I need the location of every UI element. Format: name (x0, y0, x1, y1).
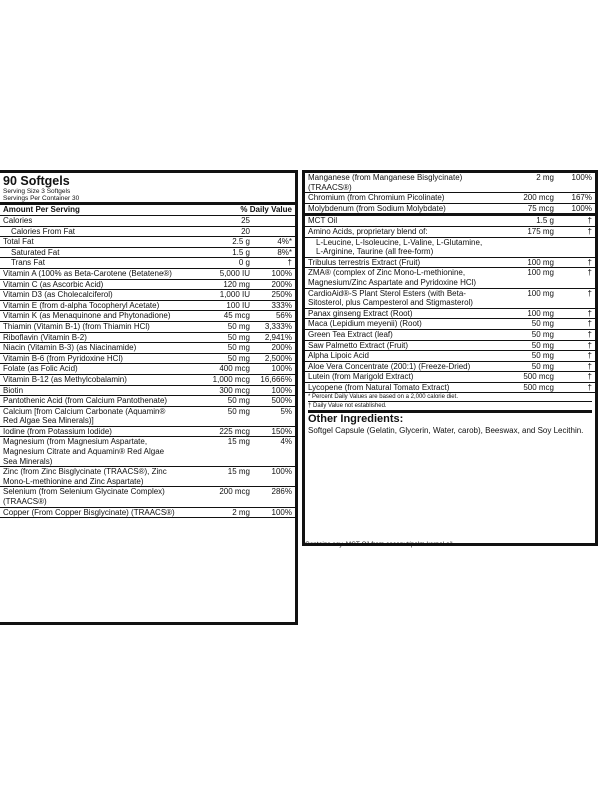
nutrient-name: L-Leucine, L-Isoleucine, L-Valine, L-Glutamine, L-Arginine, Taurine (all free-form) (316, 237, 483, 257)
nutrient-daily-value: 200% (271, 279, 292, 289)
nutrient-daily-value: † (587, 361, 592, 371)
nutrient-row (0, 216, 295, 227)
nutrient-row (0, 248, 295, 259)
nutrient-name: Biotin (3, 385, 24, 395)
nutrient-row (0, 407, 295, 427)
nutrient-daily-value: † (587, 351, 592, 361)
nutrient-daily-value: 500% (271, 396, 292, 406)
header-daily-value: % Daily Value (240, 205, 292, 214)
nutrient-name: Vitamin E (from d-alpha Tocopheryl Acetate) (3, 300, 160, 310)
footnote-percent-dv: * Percent Daily Values are based on a 2,000 calorie diet. (308, 393, 592, 402)
nutrient-row (0, 354, 295, 365)
nutrient-row (0, 258, 295, 269)
left-nutrient-list (0, 216, 295, 518)
nutrient-name: Green Tea Extract (leaf) (308, 329, 393, 339)
supplement-facts-right-panel (302, 170, 598, 546)
nutrient-daily-value: † (587, 329, 592, 339)
table-header (0, 205, 295, 216)
nutrient-name: Niacin (Vitamin B-3) (as Niacinamide) (3, 343, 137, 353)
nutrient-daily-value: 100% (271, 268, 292, 278)
nutrient-amount: 20 (241, 226, 250, 236)
nutrient-amount: 225 mcg (219, 426, 250, 436)
nutrient-row (305, 372, 595, 383)
nutrient-daily-value: 100% (571, 203, 592, 213)
nutrient-name: Pantothenic Acid (from Calcium Pantothenate) (3, 396, 168, 406)
nutrient-row (305, 193, 595, 204)
nutrient-amount: 50 mg (531, 351, 554, 361)
nutrient-daily-value: † (587, 268, 592, 278)
nutrient-daily-value: † (587, 226, 592, 236)
nutrient-row (0, 467, 295, 487)
nutrient-daily-value: 5% (280, 406, 292, 416)
nutrient-amount: 300 mcg (219, 385, 250, 395)
nutrient-name: Panax ginseng Extract (Root) (308, 308, 413, 318)
nutrient-amount: 1,000 mcg (212, 374, 250, 384)
nutrient-amount: 1.5 g (536, 216, 554, 226)
nutrient-row (305, 238, 595, 258)
nutrient-amount: 100 IU (226, 300, 250, 310)
nutrient-row (305, 319, 595, 330)
nutrient-amount: 175 mg (527, 226, 554, 236)
nutrient-daily-value: † (587, 288, 592, 298)
nutrient-name: Vitamin D3 (as Cholecalciferol) (3, 290, 113, 300)
nutrient-amount: 15 mg (227, 467, 250, 477)
nutrient-name: Magnesium (from Magnesium Aspartate, Magnesium Citrate and Aquamin® Red Algae Sea Minerals) (3, 437, 165, 466)
nutrient-row (0, 508, 295, 519)
nutrient-name: Iodine (from Potassium Iodide) (3, 426, 112, 436)
nutrient-amount: 1.5 g (232, 247, 250, 257)
nutrient-daily-value: † (587, 372, 592, 382)
nutrient-row (0, 437, 295, 467)
nutrient-amount: 50 mg (227, 396, 250, 406)
nutrient-daily-value: 200% (271, 343, 292, 353)
nutrient-row (305, 341, 595, 352)
nutrient-amount: 15 mg (227, 437, 250, 447)
nutrient-amount: 50 mg (227, 343, 250, 353)
nutrient-row (305, 309, 595, 320)
nutrient-amount: 5,000 IU (219, 268, 250, 278)
nutrient-daily-value: † (587, 257, 592, 267)
nutrient-name: Calcium [from Calcium Carbonate (Aquamin® Red Algae Sea Minerals)] (3, 406, 166, 426)
nutrient-row (305, 173, 595, 193)
nutrient-name: Maca (Lepidium meyenii) (Root) (308, 319, 422, 329)
nutrient-row (305, 289, 595, 309)
nutrient-name: Lycopene (from Natural Tomato Extract) (308, 382, 450, 392)
right-nutrient-list (305, 173, 595, 393)
nutrient-amount: 500 mcg (523, 382, 554, 392)
nutrient-daily-value: † (587, 340, 592, 350)
footnotes (305, 393, 595, 413)
nutrient-daily-value: 250% (271, 290, 292, 300)
nutrient-amount: 50 mg (531, 361, 554, 371)
nutrient-amount: 1,000 IU (219, 290, 250, 300)
nutrient-name: Chromium (from Chromium Picolinate) (308, 193, 445, 203)
nutrient-daily-value: † (587, 216, 592, 226)
nutrient-amount: 50 mg (531, 329, 554, 339)
nutrient-row (0, 311, 295, 322)
nutrient-row (0, 322, 295, 333)
nutrient-daily-value: 100% (271, 385, 292, 395)
nutrient-daily-value: 286% (271, 487, 292, 497)
nutrient-daily-value: 100% (271, 467, 292, 477)
nutrient-row (0, 280, 295, 291)
nutrient-row (305, 268, 595, 288)
nutrient-name: Trans Fat (11, 258, 45, 268)
nutrient-row (0, 333, 295, 344)
nutrient-amount: 50 mg (227, 321, 250, 331)
nutrient-name: Alpha Lipoic Acid (308, 351, 369, 361)
nutrient-daily-value: 16,666% (260, 374, 292, 384)
nutrient-daily-value: † (587, 319, 592, 329)
nutrient-daily-value: 333% (271, 300, 292, 310)
nutrient-name: Selenium (from Selenium Glycinate Complex) (TRAACS®) (3, 487, 165, 507)
nutrient-name: Lutein (from Marigold Extract) (308, 372, 414, 382)
nutrient-amount: 45 mcg (223, 311, 250, 321)
nutrient-daily-value: 2,941% (264, 332, 292, 342)
nutrient-amount: 2 mg (536, 173, 554, 182)
nutrient-row (0, 343, 295, 354)
nutrient-daily-value: 2,500% (264, 353, 292, 363)
nutrient-amount: 200 mcg (523, 193, 554, 203)
nutrient-name: Riboflavin (Vitamin B-2) (3, 332, 87, 342)
nutrient-amount: 50 mg (227, 353, 250, 363)
nutrient-row (0, 227, 295, 238)
nutrient-name: Vitamin A (100% as Beta-Carotene (Betatene®) (3, 268, 172, 278)
serving-size: Serving Size 3 Softgels (3, 188, 71, 195)
nutrient-row (0, 396, 295, 407)
nutrient-amount: 120 mg (223, 279, 250, 289)
nutrient-amount: 50 mg (531, 340, 554, 350)
nutrient-amount: 75 mcg (527, 203, 554, 213)
nutrient-name: Vitamin C (as Ascorbic Acid) (3, 279, 104, 289)
nutrient-daily-value: † (587, 382, 592, 392)
nutrient-name: Folate (as Folic Acid) (3, 364, 78, 374)
nutrient-row (0, 364, 295, 375)
nutrient-daily-value: 100% (271, 364, 292, 374)
nutrient-amount: 200 mcg (219, 487, 250, 497)
nutrient-amount: 100 mg (527, 308, 554, 318)
nutrient-daily-value: 167% (571, 193, 592, 203)
nutrient-name: Vitamin B-12 (as Methylcobalamin) (3, 374, 127, 384)
nutrient-amount: 100 mg (527, 268, 554, 278)
nutrient-name: Thiamin (Vitamin B-1) (from Thiamin HCl) (3, 321, 150, 331)
nutrient-name: MCT Oil (308, 216, 338, 226)
nutrient-name: Vitamin K (as Menaquinone and Phytonadione) (3, 311, 171, 321)
nutrient-amount: 25 (241, 216, 250, 225)
nutrient-name: Saturated Fat (11, 247, 60, 257)
nutrient-amount: 50 mg (531, 319, 554, 329)
nutrient-row (305, 383, 595, 394)
nutrient-row (305, 351, 595, 362)
nutrient-amount: 2 mg (232, 507, 250, 517)
nutrient-row (305, 227, 595, 238)
header-amount-per-serving: Amount Per Serving (3, 205, 80, 214)
footnote-dv-not-established: † Daily Value not established. (308, 402, 592, 413)
nutrient-amount: 100 mg (527, 288, 554, 298)
nutrient-name: Calories From Fat (11, 226, 76, 236)
servings-per-container: Servings Per Container 30 (0, 195, 295, 205)
nutrient-name: ZMA® (complex of Zinc Mono-L-methionine, Magnesium/Zinc Aspartate and Pyridoxine HCl) (308, 268, 477, 287)
nutrient-daily-value: 3,333% (264, 321, 292, 331)
nutrient-daily-value: 100% (571, 173, 592, 182)
nutrient-row (305, 258, 595, 269)
nutrient-name: Calories (3, 216, 33, 225)
nutrient-daily-value: 150% (271, 426, 292, 436)
nutrient-row (0, 237, 295, 248)
nutrient-name: Manganese (from Manganese Bisglycinate) (TRAACS®) (308, 173, 463, 192)
supplement-facts-left-panel (0, 170, 298, 625)
nutrient-amount: 100 mg (527, 257, 554, 267)
nutrient-amount: 50 mg (227, 332, 250, 342)
nutrient-name: Zinc (from Zinc Bisglycinate (TRAACS®), Zinc Mono-L-methionine and Zinc Aspartate) (3, 467, 167, 486)
nutrient-daily-value: 4% (280, 437, 292, 447)
nutrient-daily-value: † (587, 308, 592, 318)
nutrient-daily-value: † (287, 258, 292, 268)
product-count-title: 90 Softgels (3, 174, 70, 188)
nutrient-name: Aloe Vera Concentrate (200:1) (Freeze-Dried) (308, 361, 471, 371)
nutrient-row (305, 204, 595, 217)
nutrient-amount: 0 g (238, 258, 250, 268)
nutrient-name: Saw Palmetto Extract (Fruit) (308, 340, 409, 350)
nutrient-amount: 2.5 g (232, 237, 250, 247)
nutrient-row (305, 362, 595, 373)
other-ingredients-title: Other Ingredients: (308, 413, 404, 426)
nutrient-amount: 500 mcg (523, 372, 554, 382)
nutrient-row (0, 290, 295, 301)
nutrient-daily-value: 4%* (277, 237, 292, 247)
nutrient-name: CardioAid®-S Plant Sterol Esters (with Beta-Sitosterol, plus Campesterol and Stigmasterol) (308, 288, 473, 308)
nutrient-row (0, 487, 295, 507)
nutrient-name: Copper (From Copper Bisglycinate) (TRAACS®) (3, 507, 175, 517)
nutrient-row (0, 269, 295, 280)
contains-statement: Contains soy. MCT Oil from coconut/palm kernel oil. (305, 541, 455, 548)
nutrient-row (0, 301, 295, 312)
nutrient-row (305, 330, 595, 341)
nutrient-name: Vitamin B-6 (from Pyridoxine HCl) (3, 353, 123, 363)
nutrient-name: Molybdenum (from Sodium Molybdate) (308, 203, 446, 213)
nutrient-amount: 400 mcg (219, 364, 250, 374)
nutrient-daily-value: 8%* (277, 247, 292, 257)
nutrient-row (0, 427, 295, 438)
nutrient-row (0, 386, 295, 397)
nutrient-daily-value: 100% (271, 507, 292, 517)
nutrient-daily-value: 56% (275, 311, 292, 321)
nutrient-row (0, 375, 295, 386)
nutrient-name: Total Fat (3, 237, 34, 247)
nutrient-name: Tribulus terrestris Extract (Fruit) (308, 257, 421, 267)
nutrient-name: Amino Acids, proprietary blend of: (308, 226, 428, 236)
nutrient-amount: 50 mg (227, 406, 250, 416)
nutrient-row (305, 216, 595, 227)
other-ingredients-text: Softgel Capsule (Gelatin, Glycerin, Water, carob), Beeswax, and Soy Lecithin. (308, 426, 584, 436)
